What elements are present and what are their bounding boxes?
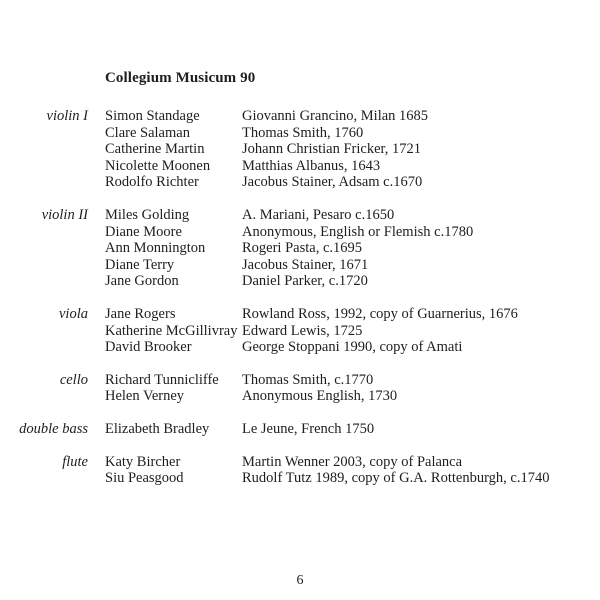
roster-row [0, 207, 600, 224]
roster-row [0, 125, 600, 142]
instrument-section [0, 454, 600, 487]
member-name: Elizabeth Bradley [105, 420, 210, 437]
instrument-details: Rogeri Pasta, c.1695 [242, 240, 363, 257]
instrument-details: George Stoppani 1990, copy of Amati [242, 339, 463, 356]
instrument-label: violin I [46, 108, 88, 124]
member-name: Katy Bircher [105, 453, 181, 470]
instrument-details: Martin Wenner 2003, copy of Palanca [242, 453, 463, 470]
instrument-label [0, 158, 88, 175]
member-name: Jane Gordon [105, 273, 179, 290]
instrument-label [0, 470, 88, 487]
instrument-section [0, 207, 600, 290]
member-name: Clare Salaman [105, 124, 190, 141]
member-name: David Brooker [105, 339, 192, 356]
instrument-label [0, 339, 88, 356]
instrument-label [0, 141, 88, 158]
member-name: Richard Tunnicliffe [105, 371, 219, 388]
roster-row [0, 141, 600, 158]
instrument-details: Giovanni Grancino, Milan 1685 [242, 108, 429, 124]
instrument-label: flute [62, 453, 88, 470]
roster-row [0, 421, 600, 438]
instrument-details: Johann Christian Fricker, 1721 [242, 141, 422, 158]
instrument-label [0, 388, 88, 405]
roster-row [0, 454, 600, 471]
instrument-details: Anonymous English, 1730 [242, 388, 398, 405]
ensemble-roster [0, 108, 600, 503]
instrument-details: Edward Lewis, 1725 [242, 322, 363, 339]
instrument-details: Daniel Parker, c.1720 [242, 273, 368, 290]
page-number: 6 [296, 573, 304, 588]
member-name: Helen Verney [105, 388, 185, 405]
member-name: Miles Golding [105, 206, 190, 223]
instrument-label [0, 125, 88, 142]
instrument-details: Thomas Smith, c.1770 [242, 371, 374, 388]
instrument-label [0, 174, 88, 191]
member-name: Rodolfo Richter [105, 174, 199, 191]
member-name: Diane Terry [105, 256, 175, 273]
roster-row [0, 108, 600, 125]
instrument-label: double bass [19, 420, 88, 437]
member-name: Diane Moore [105, 223, 182, 240]
instrument-label: viola [59, 305, 88, 322]
instrument-label [0, 323, 88, 340]
instrument-label [0, 257, 88, 274]
roster-row [0, 158, 600, 175]
instrument-details: Rudolf Tutz 1989, copy of G.A. Rottenburgh, c.1740 [242, 470, 550, 487]
instrument-details: Rowland Ross, 1992, copy of Guarnerius, 1676 [242, 305, 518, 322]
instrument-details: Jacobus Stainer, Adsam c.1670 [242, 174, 423, 191]
member-name: Nicolette Moonen [105, 157, 211, 174]
instrument-section [0, 421, 600, 438]
roster-row [0, 470, 600, 487]
roster-row [0, 240, 600, 257]
instrument-details: A. Mariani, Pesaro c.1650 [242, 206, 395, 223]
roster-row [0, 273, 600, 290]
instrument-details: Anonymous, English or Flemish c.1780 [242, 223, 474, 240]
roster-row [0, 388, 600, 405]
roster-row [0, 257, 600, 274]
roster-row [0, 372, 600, 389]
member-name: Ann Monnington [105, 240, 206, 257]
page-title: Collegium Musicum 90 [105, 70, 256, 86]
instrument-details: Jacobus Stainer, 1671 [242, 256, 369, 273]
roster-row [0, 224, 600, 241]
roster-row [0, 323, 600, 340]
roster-row [0, 306, 600, 323]
member-name: Jane Rogers [105, 305, 176, 322]
member-name: Catherine Martin [105, 141, 205, 158]
roster-row [0, 174, 600, 191]
instrument-label: cello [59, 371, 88, 388]
member-name: Simon Standage [105, 108, 200, 124]
member-name: Katherine McGillivray [105, 322, 238, 339]
instrument-details: Le Jeune, French 1750 [242, 420, 375, 437]
instrument-label [0, 224, 88, 241]
instrument-label [0, 240, 88, 257]
instrument-label [0, 273, 88, 290]
instrument-label: violin II [41, 206, 88, 223]
instrument-details: Thomas Smith, 1760 [242, 124, 364, 141]
roster-row [0, 339, 600, 356]
instrument-details: Matthias Albanus, 1643 [242, 157, 381, 174]
instrument-section [0, 372, 600, 405]
instrument-section [0, 108, 600, 191]
instrument-section [0, 306, 600, 356]
member-name: Siu Peasgood [105, 470, 184, 487]
